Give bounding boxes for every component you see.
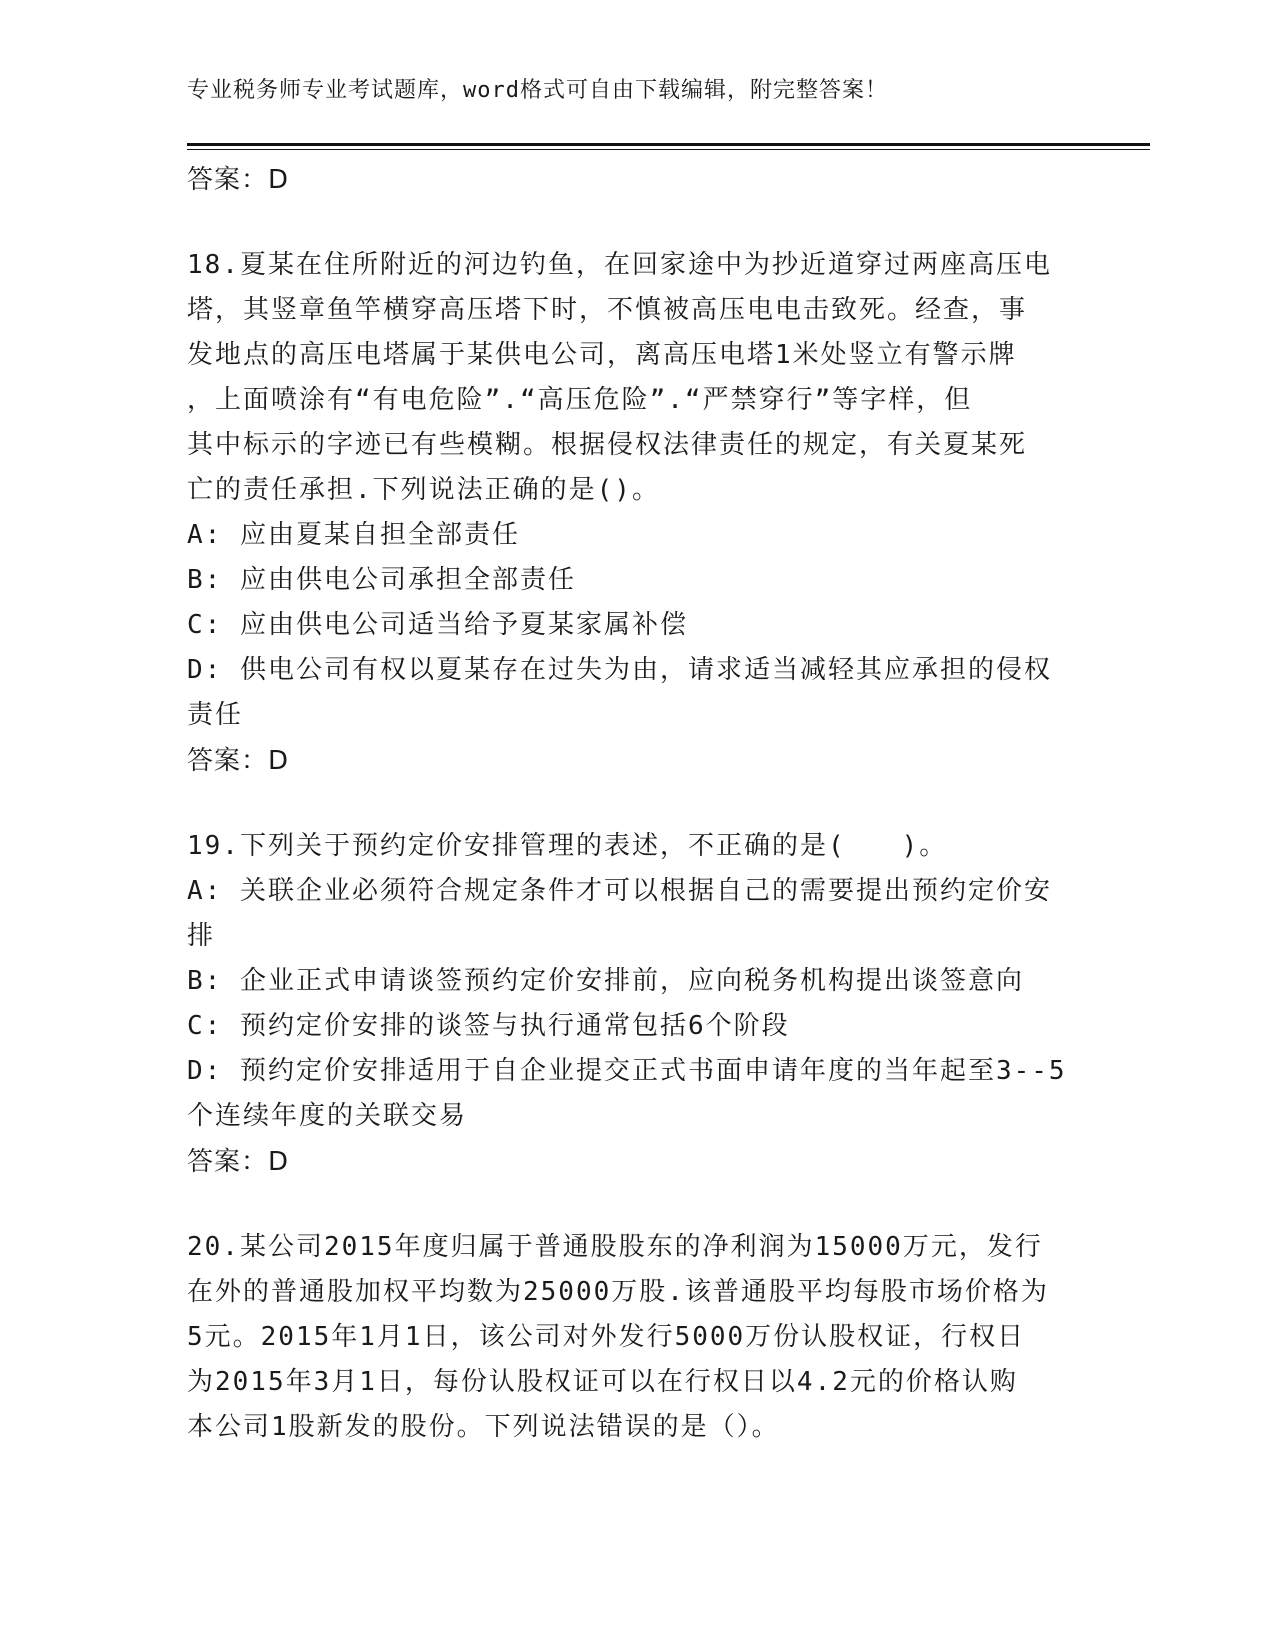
option-line: C: 预约定价安排的谈签与执行通常包括6个阶段 bbox=[187, 1011, 790, 1041]
answer-label: 答案：D bbox=[187, 1147, 290, 1177]
question-stem-line: 为2015年3月1日，每份认股权证可以在行权日以4.2元的价格认购 bbox=[187, 1367, 1018, 1397]
option-line: A: 应由夏某自担全部责任 bbox=[187, 520, 520, 550]
question-stem-line: 5元。2015年1月1日，该公司对外发行5000万份认股权证，行权日 bbox=[187, 1322, 1026, 1352]
option-line: 责任 bbox=[187, 700, 244, 730]
option-line: D: 预约定价安排适用于自企业提交正式书面申请年度的当年起至3--5 bbox=[187, 1056, 1067, 1086]
question-stem-line: 亡的责任承担.下列说法正确的是()。 bbox=[187, 475, 660, 505]
header-rule-thin bbox=[187, 149, 1150, 150]
question-stem-line: 发地点的高压电塔属于某供电公司，离高压电塔1米处竖立有警示牌 bbox=[187, 340, 1017, 370]
option-line: A: 关联企业必须符合规定条件才可以根据自己的需要提出预约定价安 bbox=[187, 876, 1052, 906]
option-line: 排 bbox=[187, 921, 216, 951]
question-stem-line: ，上面喷涂有“有电危险”.“高压危险”.“严禁穿行”等字样，但 bbox=[187, 385, 973, 415]
question-block bbox=[187, 1225, 1087, 1450]
header-note: 专业税务师专业考试题库，word格式可自由下载编辑，附完整答案！ bbox=[187, 78, 888, 103]
header-rule-thick bbox=[187, 143, 1150, 146]
question-stem-line: 本公司1股新发的股份。下列说法错误的是（）。 bbox=[187, 1412, 780, 1442]
question-stem-line: 20.某公司2015年度归属于普通股股东的净利润为15000万元，发行 bbox=[187, 1232, 1043, 1262]
option-line: 个连续年度的关联交易 bbox=[187, 1101, 468, 1131]
option-line: B: 应由供电公司承担全部责任 bbox=[187, 565, 576, 595]
answer-label: 答案：D bbox=[187, 746, 290, 776]
question-block bbox=[187, 243, 1087, 784]
document-body bbox=[187, 157, 1087, 1450]
question-stem-line: 塔，其竖章鱼竿横穿高压塔下时，不慎被高压电电击致死。经查，事 bbox=[187, 295, 1028, 325]
question-stem-line: 在外的普通股加权平均数为25000万股.该普通股平均每股市场价格为 bbox=[187, 1277, 1049, 1307]
option-line: C: 应由供电公司适当给予夏某家属补偿 bbox=[187, 610, 688, 640]
option-line: B: 企业正式申请谈签预约定价安排前，应向税务机构提出谈签意向 bbox=[187, 966, 1024, 996]
question-stem-line: 其中标示的字迹已有些模糊。根据侵权法律责任的规定，有关夏某死 bbox=[187, 430, 1028, 460]
option-line: D: 供电公司有权以夏某存在过失为由，请求适当减轻其应承担的侵权 bbox=[187, 655, 1052, 685]
question-stem-line: 19.下列关于预约定价安排管理的表述，不正确的是( )。 bbox=[187, 831, 948, 861]
answer-label: 答案：D bbox=[187, 165, 290, 195]
question-stem-line: 18.夏某在住所附近的河边钓鱼，在回家途中为抄近道穿过两座高压电 bbox=[187, 250, 1052, 280]
question-block bbox=[187, 824, 1087, 1185]
